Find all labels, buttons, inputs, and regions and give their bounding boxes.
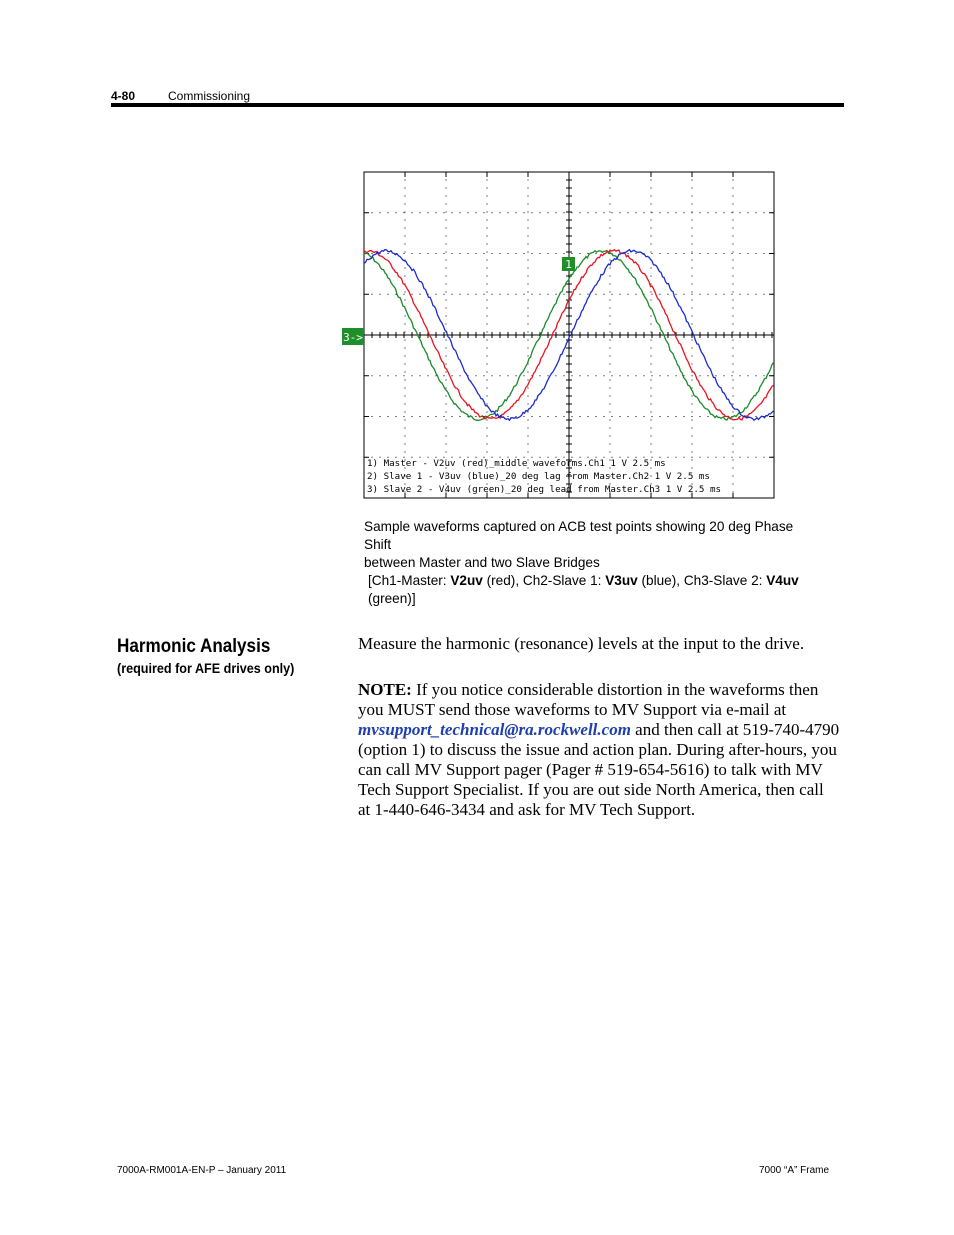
header-rule (111, 103, 844, 107)
note-label: NOTE: (358, 680, 412, 699)
trigger-marker (562, 257, 575, 271)
page-number: 4-80 (111, 89, 136, 103)
intro-paragraph: Measure the harmonic (resonance) levels at the input to the drive. (358, 634, 805, 653)
ground-marker (342, 328, 364, 345)
support-email-link[interactable]: mvsupport_technical@ra.rockwell.com (358, 720, 631, 739)
trigger-marker-label: 1 (565, 258, 572, 271)
caption-line-2: between Master and two Slave Bridges (364, 555, 600, 570)
note-paragraph: NOTE: If you notice considerable distortion in the waveforms then you MUST send those waveforms to MV Support via e-mail at mvsupport_technical@ra.rockwell.com and then call at 519-740-4790 (option 1) to discuss the issue and action plan. During after-hours, you can call MV Support pager (Pager # 519-654-5616) to talk with MV Tech Support Specialist. If you are out side North America, then call at 1-440-646-3434 and ask for MV Tech Support. (358, 680, 840, 819)
ch1-label: 1) Master - V2uv (red)_middle waveforms.Ch1 1 V 2.5 ms (367, 458, 666, 469)
section-subtitle: (required for AFE drives only) (117, 660, 295, 676)
figure-caption (364, 518, 824, 608)
ch2-label: 2) Slave 1 - V3uv (blue)_20 deg lag from Master.Ch2 1 V 2.5 ms (367, 471, 710, 482)
section-title: Harmonic Analysis (117, 636, 271, 657)
oscilloscope-figure (342, 168, 782, 504)
ch3-label: 3) Slave 2 - V4uv (green)_20 deg lead from Master.Ch3 1 V 2.5 ms (367, 484, 722, 495)
footer-doc-id: 7000A-RM001A-EN-P – January 2011 (117, 1165, 287, 1176)
caption-line-1: Sample waveforms captured on ACB test points showing 20 deg Phase Shift (364, 519, 794, 552)
ground-marker-label: 3-> (343, 331, 363, 344)
section-header: Commissioning (168, 89, 251, 103)
caption-line-3: [Ch1-Master: V2uv (red), Ch2-Slave 1: V3uv (blue), Ch3-Slave 2: V4uv (green)] (368, 573, 799, 606)
footer-product: 7000 “A” Frame (759, 1165, 830, 1176)
scope-grid (364, 172, 775, 499)
